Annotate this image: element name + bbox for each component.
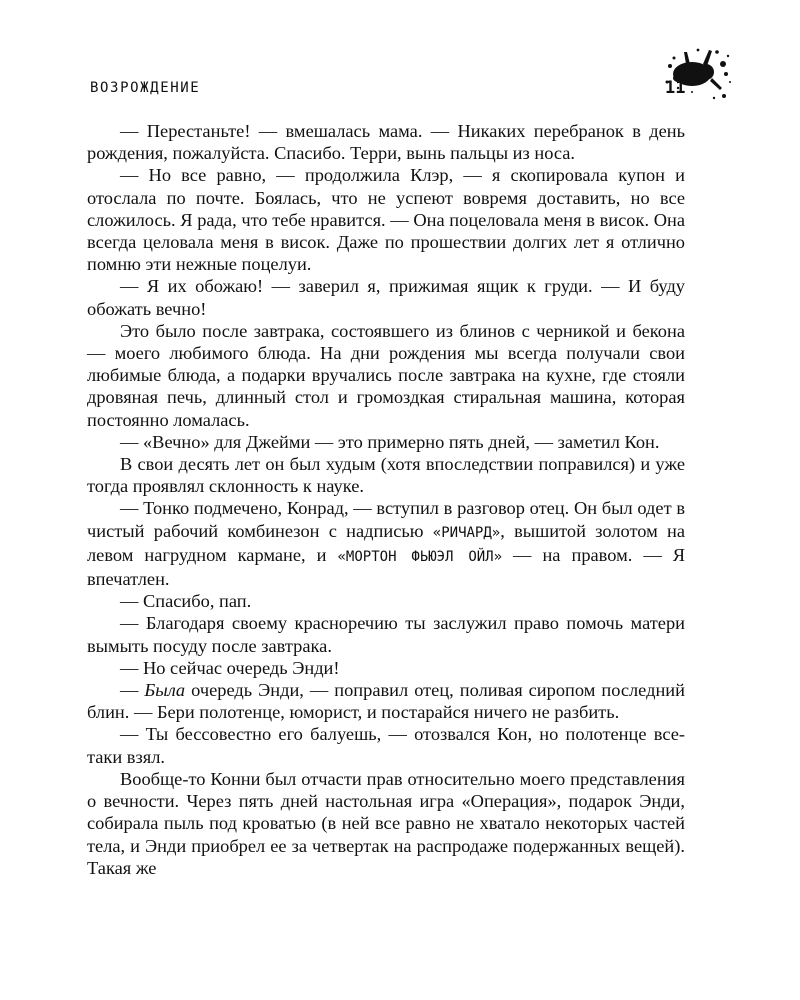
- text-run: — Спасибо, пап.: [120, 591, 252, 612]
- paragraph: [87, 164, 685, 275]
- body-text: [87, 120, 685, 879]
- paragraph: [87, 497, 685, 590]
- text-run: — Но все равно, — продолжила Клэр, — я скопировала купон и отослала по почте. Боялась, что не успеют вовремя доставить, но все сложилось. Я рада, что тебе нравится. — Она поцеловала меня в висок. Она всегда целовала меня в висок. Даже по прошествии долгих лет я отлично помню эти нежные поцелуи.: [87, 165, 685, 275]
- text-run: Вообще-то Конни был отчасти прав относительно моего представления о вечности. Через пять дней настольная игра «Операция», подарок Энди, собирала пыль под кроватью (в ней все равно не хватало некоторых частей тела, и Энди приобрел ее за четвертак на распродаже подержанных вещей). Такая же: [87, 768, 685, 878]
- paragraph: [87, 657, 685, 679]
- text-run: — Но сейчас очередь Энди!: [120, 657, 340, 678]
- embroidered-label: «МОРТОН ФЬЮЭЛ ОЙЛ»: [337, 548, 503, 565]
- text-run: — на правом. — Я впечатлен.: [87, 544, 685, 590]
- embroidered-label: «РИЧАРД»: [432, 524, 501, 541]
- emphasis-text: Была: [144, 680, 186, 701]
- text-run: — Тонко подмечено, Конрад, — вступил в разговор отец. Он был одет в чистый рабочий комбинезон с надписью: [87, 498, 685, 541]
- text-run: —: [120, 680, 145, 701]
- text-run: — Благодаря своему красноречию ты заслужил право помочь матери вымыть посуду после завтрака.: [87, 613, 685, 656]
- paragraph: [87, 320, 685, 431]
- paragraph: [87, 679, 685, 723]
- paragraph: [87, 275, 685, 319]
- paragraph: [87, 612, 685, 656]
- text-run: очередь Энди, — поправил отец, поливая сиропом последний блин. — Бери полотенце, юморист, и постарайся ничего не разбить.: [87, 680, 685, 723]
- paragraph: [87, 431, 685, 453]
- paragraph: [87, 120, 685, 164]
- paragraph: [87, 768, 685, 879]
- paragraph: [87, 723, 685, 767]
- paragraph: [87, 453, 685, 497]
- text-run: — Ты бессовестно его балуешь, — отозвался Кон, но полотенце все-таки взял.: [87, 724, 685, 767]
- page-number: 11: [665, 78, 686, 98]
- text-run: — «Вечно» для Джейми — это примерно пять дней, — заметил Кон.: [120, 431, 660, 452]
- text-run: — Я их обожаю! — заверил я, прижимая ящик к груди. — И буду обожать вечно!: [87, 276, 685, 319]
- paragraph: [87, 590, 685, 612]
- running-head: ВОЗРОЖДЕНИЕ: [90, 80, 201, 96]
- text-run: — Перестаньте! — вмешалась мама. — Никаких перебранок в день рождения, пожалуйста. Спасибо. Терри, вынь пальцы из носа.: [87, 121, 685, 164]
- text-run: , вышитой золотом на левом нагрудном кармане, и: [87, 520, 685, 565]
- text-run: В свои десять лет он был худым (хотя впоследствии поправился) и уже тогда проявлял склонность к науке.: [87, 454, 685, 497]
- page-header: [88, 76, 688, 106]
- text-run: Это было после завтрака, состоявшего из блинов с черникой и бекона — моего любимого блюда. На дни рождения мы всегда получали свои любимые блюда, а подарки вручались после завтрака на кухне, где стояли дровяная печь, длинный стол и громоздкая стиральная машина, которая постоянно ломалась.: [87, 320, 685, 430]
